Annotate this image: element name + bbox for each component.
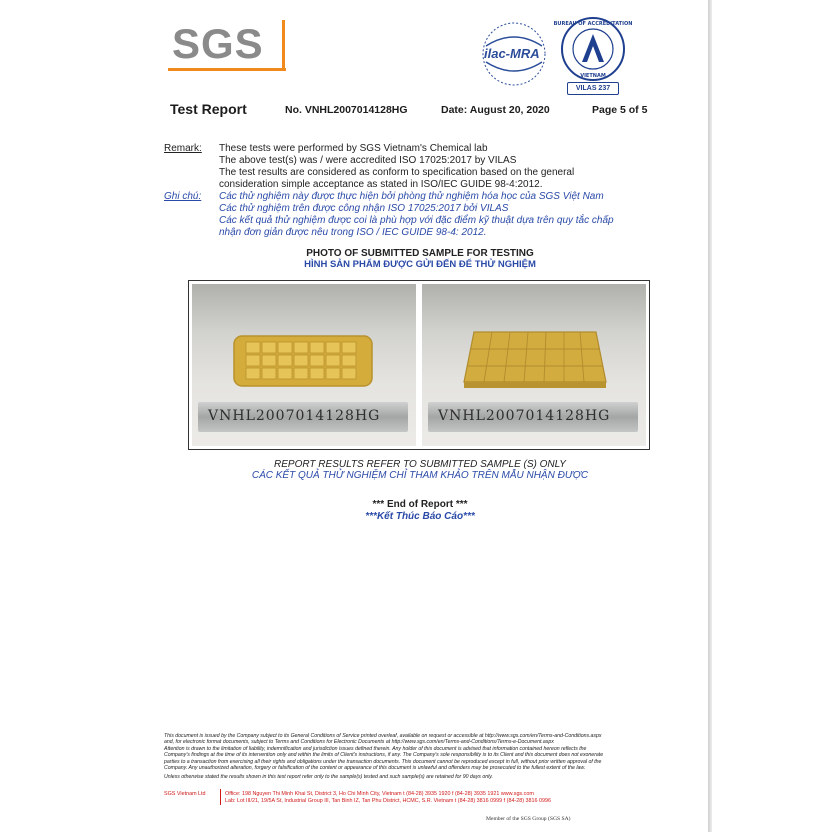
ghichu-line: Các thử nghiệm này được thực hiện bởi phòng thử nghiệm hóa học của SGS Việt Nam xyxy=(219,191,604,202)
boa-vilas-seal xyxy=(553,16,633,96)
footer-company: SGS Vietnam Ltd xyxy=(164,791,206,797)
report-date: Date: August 20, 2020 xyxy=(441,104,550,116)
remark-line: These tests were performed by SGS Vietnam's Chemical lab xyxy=(219,143,488,154)
photo-title: PHOTO OF SUBMITTED SAMPLE FOR TESTING xyxy=(306,248,534,259)
ghichu-label: Ghi chú: xyxy=(164,191,202,202)
sample-id-plate xyxy=(198,402,408,432)
logo-orange-horizontal xyxy=(168,68,286,71)
footer-office: Office: 198 Nguyen Thi Minh Khai St, District 3, Ho Chi Minh City, Vietnam t (84-28) 3935 1920 f (84-28) 3935 1921 www.sgs.com xyxy=(225,791,534,797)
logo-orange-vertical xyxy=(282,20,285,68)
results-note: REPORT RESULTS REFER TO SUBMITTED SAMPLE (S) ONLY xyxy=(274,459,566,470)
ghichu-line: Các thử nghiệm trên được công nhận ISO 17025:2017 bởi VILAS xyxy=(219,203,509,214)
remark-line: consideration simple acceptance as stated in ISO/IEC GUIDE 98-4:2012. xyxy=(219,179,543,190)
disclaimer-line: This document is issued by the Company subject to its General Conditions of Service printed overleaf, available on request or accessible at http://www.sgs.com/en/Terms-and-Conditions.aspx xyxy=(164,733,602,739)
ghichu-line: nhận đơn giản được nêu trong ISO / IEC GUIDE 98-4: 2012. xyxy=(219,227,487,238)
sample-id-plate-text: VNHL2007014128HG xyxy=(438,408,611,424)
retention-note: Unless otherwise stated the results shown in this test report refer only to the sample(s) tested and such sample(s) are retained for 90 days only. xyxy=(164,774,493,781)
footer-disclaimer xyxy=(164,733,704,781)
ilac-mra-text: ilac-MRA xyxy=(484,46,540,61)
end-of-report: *** End of Report *** xyxy=(372,499,468,510)
sample-id-plate xyxy=(428,402,638,432)
footer-divider xyxy=(220,789,221,805)
footer-lab: Lab: Lot III/21, 19/5A St, Industrial Group III, Tan Binh IZ, Tan Phu District, HCMC, S.R. Vietnam t (84-28) 3816 0999 f (84-28) 3816 0996 xyxy=(225,798,552,804)
results-note-vi: CÁC KẾT QUẢ THỬ NGHIỆM CHỈ THAM KHẢO TRÊN MẪU NHẬN ĐƯỢC xyxy=(251,470,589,481)
sgs-logo-text: SGS xyxy=(172,20,264,67)
ghichu-line: Các kết quả thử nghiệm được coi là phù hợp với đặc điểm kỹ thuật dựa trên quy tắc chấp xyxy=(219,215,614,226)
end-of-report-vi: ***Kết Thúc Báo Cáo*** xyxy=(365,511,475,522)
remark-label: Remark: xyxy=(164,143,202,154)
disclaimer-line: Company's findings at the time of its intervention only and within the limits of Client's instructions, if any. The Company's sole responsibility is to its Client and this document does not exonerate xyxy=(164,752,604,759)
report-title: Test Report xyxy=(170,101,247,117)
sample-photo-bottom-view xyxy=(422,284,646,446)
disclaimer-line: and, for electronic format documents, subject to Terms and Conditions for Electronic Documents at http://www.sgs.com/en/Terms-and-Conditions/Terms-e-Document.aspx xyxy=(164,739,554,746)
ice-tray-bottom-view xyxy=(460,324,610,392)
remark-line: The test results are considered as conform to specification based on the general xyxy=(219,167,575,178)
footer-member: Member of the SGS Group (SGS SA) xyxy=(486,816,571,822)
vilas-badge: VILAS 237 xyxy=(567,82,619,95)
report-number: No. VNHL2007014128HG xyxy=(285,104,408,116)
boa-country-text: VIETNAM xyxy=(580,73,606,79)
sample-id-plate-text: VNHL2007014128HG xyxy=(208,408,381,424)
sgs-logo xyxy=(168,20,288,70)
sample-photo-top-view xyxy=(192,284,416,446)
boa-ring-text: BUREAU OF ACCREDITATION xyxy=(553,21,633,27)
disclaimer-line: parties to a transaction from exercising all their rights and obligations under the transaction documents. This document cannot be reproduced except in full, without prior written approval of the xyxy=(164,758,602,765)
ice-tray-top-view xyxy=(232,332,374,390)
sample-photo-frame xyxy=(188,280,650,450)
ilac-mra-logo xyxy=(478,18,550,90)
disclaimer-line: Company. Any unauthorized alteration, forgery or falsification of the content or appearance of this document is unlawful and offenders may be prosecuted to the fullest extent of the law. xyxy=(164,765,586,772)
page-edge-shadow xyxy=(708,0,712,832)
disclaimer-line: Attention is drawn to the limitation of liability, indemnification and jurisdiction issues defined therein. Any holder of this document is advised that information contained hereon reflects the xyxy=(164,745,587,752)
photo-title-vi: HÌNH SẢN PHẨM ĐƯỢC GỬI ĐẾN ĐỂ THỬ NGHIỆM xyxy=(304,259,536,270)
page-number: Page 5 of 5 xyxy=(592,104,648,116)
remark-line: The above test(s) was / were accredited ISO 17025:2017 by VILAS xyxy=(219,155,517,166)
